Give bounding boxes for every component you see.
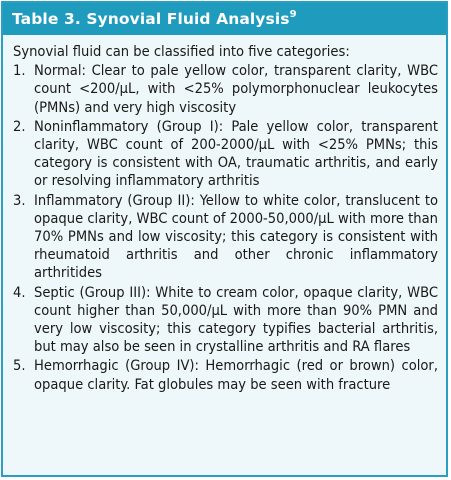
list-number: 4. (13, 283, 26, 301)
category-item-noninflammatory (13, 118, 438, 191)
category-text: Normal: Clear to pale yellow color, transparent clarity, WBC count <200/µL, with <25% polymorphonuclear leukocytes (PMNs) and very high viscosity (34, 62, 438, 116)
category-text: Septic (Group III): White to cream color, opaque clarity, WBC count higher than 50,000/µL with more than 90% PMN and very low viscosity; this category typifies bacterial arthritis, but may also be seen in crystalline arthritis and RA flares (34, 283, 438, 356)
category-text: Inflammatory (Group II): Yellow to white color, translucent to opaque clarity, WBC count of 2000-50,000/µL with more than 70% PMNs and low viscosity; this category is consistent with rheumatoid arthritis and other chronic inflammatory arthritides (34, 191, 438, 282)
table-title-bar (3, 3, 446, 35)
list-number: 5. (13, 357, 26, 375)
category-text: Noninflammatory (Group I): Pale yellow color, transparent clarity, WBC count of 200-2000/µL with <25% PMNs; this category is consistent with OA, traumatic arthritis, and early or resolving inflammatory arthritis (34, 117, 438, 190)
table-body (13, 43, 438, 395)
category-text: Hemorrhagic (Group IV): Hemorrhagic (red or brown) color, opaque clarity. Fat globules may be seen with fracture (34, 357, 438, 393)
category-item-inflammatory (13, 192, 438, 283)
category-item-normal (13, 62, 438, 117)
list-number: 3. (13, 191, 26, 209)
intro-text: Synovial fluid can be classified into five categories: (13, 43, 350, 60)
synovial-fluid-table (1, 1, 448, 477)
title-reference-superscript: 9 (289, 8, 297, 20)
category-item-hemorrhagic (13, 357, 438, 393)
table-title: Table 3. Synovial Fluid Analysis (12, 10, 290, 28)
list-number: 2. (13, 117, 26, 135)
category-list (13, 62, 438, 394)
category-item-septic (13, 284, 438, 357)
list-number: 1. (13, 62, 26, 80)
